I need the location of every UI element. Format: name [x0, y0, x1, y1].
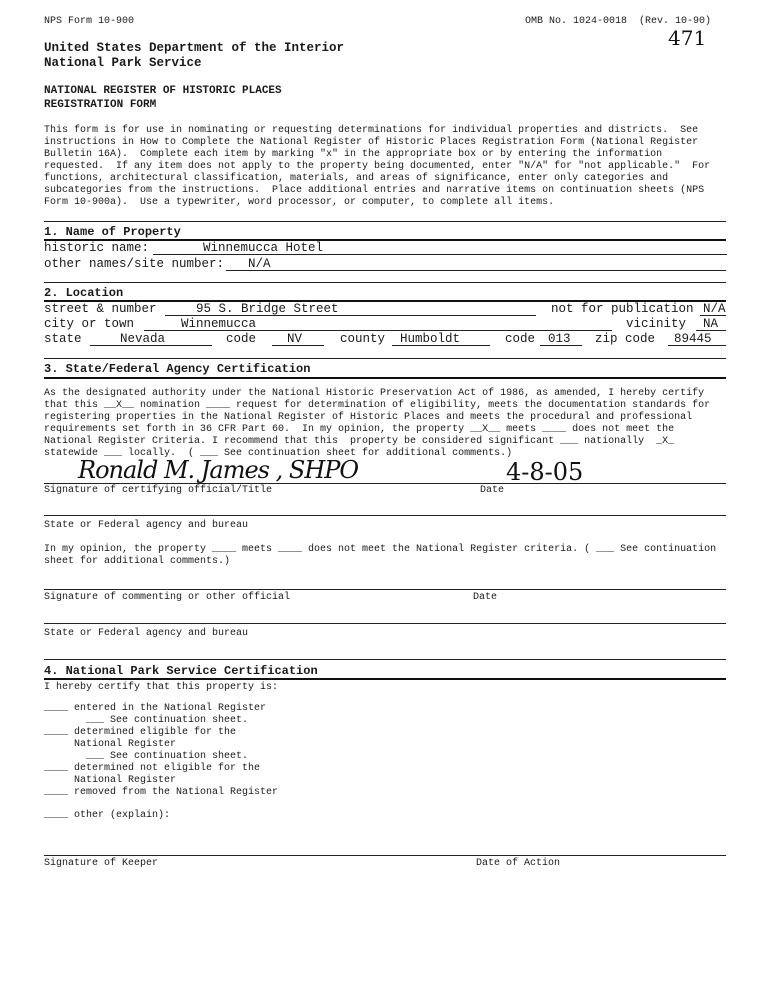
section1-heading: 1. Name of Property: [44, 225, 181, 239]
signature-label: Signature of certifying official/Title: [44, 485, 273, 496]
instructions-line: This form is for use in nominating or requesting determinations for individual properties and districts. See: [44, 125, 699, 136]
nps-option-line: ____ determined eligible for the: [44, 727, 237, 738]
other-names-label: other names/site number:: [44, 257, 225, 271]
instructions-line: instructions in How to Complete the National Register of Historic Places Registration Form (National Register: [44, 137, 699, 148]
zip-label: zip code: [595, 332, 656, 346]
state-code-label: code: [226, 332, 257, 346]
state-code-line: [272, 345, 324, 346]
nps-option-line: National Register: [44, 775, 177, 786]
section3-heading: 3. State/Federal Agency Certification: [44, 362, 311, 376]
opinion-line: In my opinion, the property ____ meets ____ does not meet the National Register criteria. ( ___ See continuation: [44, 544, 717, 555]
other-names-value: N/A: [248, 257, 271, 271]
form-number: NPS Form 10-900: [44, 16, 135, 27]
instructions-line: Bulletin 16A). Complete each item by marking "x" in the appropriate box or by entering the information: [44, 149, 663, 160]
certification-line: registering properties in the National Register of Historic Places and meets the procedural and professional: [44, 412, 693, 423]
historic-name-value: Winnemucca Hotel: [203, 241, 324, 255]
not-for-publication-value: N/A: [703, 302, 726, 316]
vicinity-value: NA: [703, 317, 719, 331]
dept-line2: National Park Service: [44, 56, 202, 70]
dept-line1: United States Department of the Interior: [44, 41, 345, 55]
divider: [44, 282, 726, 283]
divider: [44, 377, 726, 379]
state-value: Nevada: [120, 332, 166, 346]
nps-option-line: ____ entered in the National Register: [44, 703, 267, 714]
agency-label-2: State or Federal agency and bureau: [44, 628, 249, 639]
certification-line: As the designated authority under the National Historic Preservation Act of 1986, as amended, I hereby certify: [44, 388, 705, 399]
signature-line: [44, 483, 726, 484]
city-label: city or town: [44, 317, 135, 331]
other-explain: ____ other (explain):: [44, 810, 171, 821]
nps-option-line: ___ See continuation sheet.: [44, 751, 249, 762]
instructions-line: Form 10-900a). Use a typewriter, word processor, or computer, to complete all items.: [44, 197, 555, 208]
opinion-line: sheet for additional comments.): [44, 556, 231, 567]
certification-line: that this __X__ nomination ____ request for determination of eligibility, meets the documentation standards for: [44, 400, 711, 411]
state-code-value: NV: [287, 332, 303, 346]
omb-number: OMB No. 1024-0018 (Rev. 10-90): [525, 16, 712, 27]
handwritten-date: 4-8-05: [506, 458, 584, 486]
county-line: [392, 345, 490, 346]
handwritten-ref-number: 471: [668, 26, 707, 50]
county-label: county: [340, 332, 386, 346]
date-of-action-label: Date of Action: [476, 858, 561, 869]
agency-label: State or Federal agency and bureau: [44, 520, 249, 531]
certification-line: requirements set forth in 36 CFR Part 60. In my opinion, the property __X__ meets ____ does not meet the: [44, 424, 675, 435]
nps-certify-intro: I hereby certify that this property is:: [44, 682, 279, 693]
state-line: [90, 345, 212, 346]
nps-option-line: ____ determined not eligible for the: [44, 763, 261, 774]
nfp-line: [700, 315, 726, 316]
vicinity-line: [696, 330, 726, 331]
agency-line: [44, 515, 726, 516]
agency-line-2: [44, 623, 726, 624]
divider: [44, 678, 726, 680]
commenting-date-label: Date: [473, 592, 498, 603]
zip-value: 89445: [674, 332, 712, 346]
county-code-value: 013: [548, 332, 571, 346]
historic-name-label: historic name:: [44, 241, 150, 255]
certification-line: statewide ___ locally. ( ___ See continuation sheet for additional comments.): [44, 448, 513, 459]
vicinity-label: vicinity: [626, 317, 687, 331]
divider: [44, 221, 726, 222]
divider: [44, 358, 726, 359]
instructions-line: subcategories from the instructions. Place additional entries and narrative items on continuation sheets (NPS: [44, 185, 705, 196]
form-title-line1: NATIONAL REGISTER OF HISTORIC PLACES: [44, 85, 282, 97]
date-label: Date: [480, 485, 505, 496]
keeper-line: [44, 855, 726, 856]
other-names-line: [226, 270, 726, 271]
instructions-line: requested. If any item does not apply to the property being documented, enter "N/A" for "not applicable." For: [44, 161, 711, 172]
certifying-signature: Ronald M. James , SHPO: [78, 456, 359, 484]
street-label: street & number: [44, 302, 157, 316]
section4-heading: 4. National Park Service Certification: [44, 664, 318, 678]
nps-option-line: National Register: [44, 739, 177, 750]
historic-name-line: [153, 254, 727, 255]
street-line: [165, 315, 536, 316]
zip-line: [668, 345, 726, 346]
state-label: state: [44, 332, 82, 346]
county-code-line: [540, 345, 582, 346]
form-title-line2: REGISTRATION FORM: [44, 99, 157, 111]
county-value: Humboldt: [400, 332, 461, 346]
not-for-publication-label: not for publication: [551, 302, 694, 316]
certification-line: National Register Criteria. I recommend that this property be considered significant ___ nationally _X_: [44, 436, 675, 447]
county-code-label: code: [505, 332, 536, 346]
nps-option-line: ____ removed from the National Register: [44, 787, 279, 798]
divider: [44, 659, 726, 660]
commenting-sig-line: [44, 589, 726, 590]
commenting-signature-label: Signature of commenting or other official: [44, 592, 291, 603]
city-value: Winnemucca: [181, 317, 257, 331]
keeper-signature-label: Signature of Keeper: [44, 858, 159, 869]
city-line: [144, 330, 612, 331]
section2-heading: 2. Location: [44, 286, 124, 300]
instructions-line: functions, architectural classification, materials, and areas of significance, enter only categories and: [44, 173, 669, 184]
nps-option-line: ___ See continuation sheet.: [44, 715, 249, 726]
street-value: 95 S. Bridge Street: [196, 302, 339, 316]
